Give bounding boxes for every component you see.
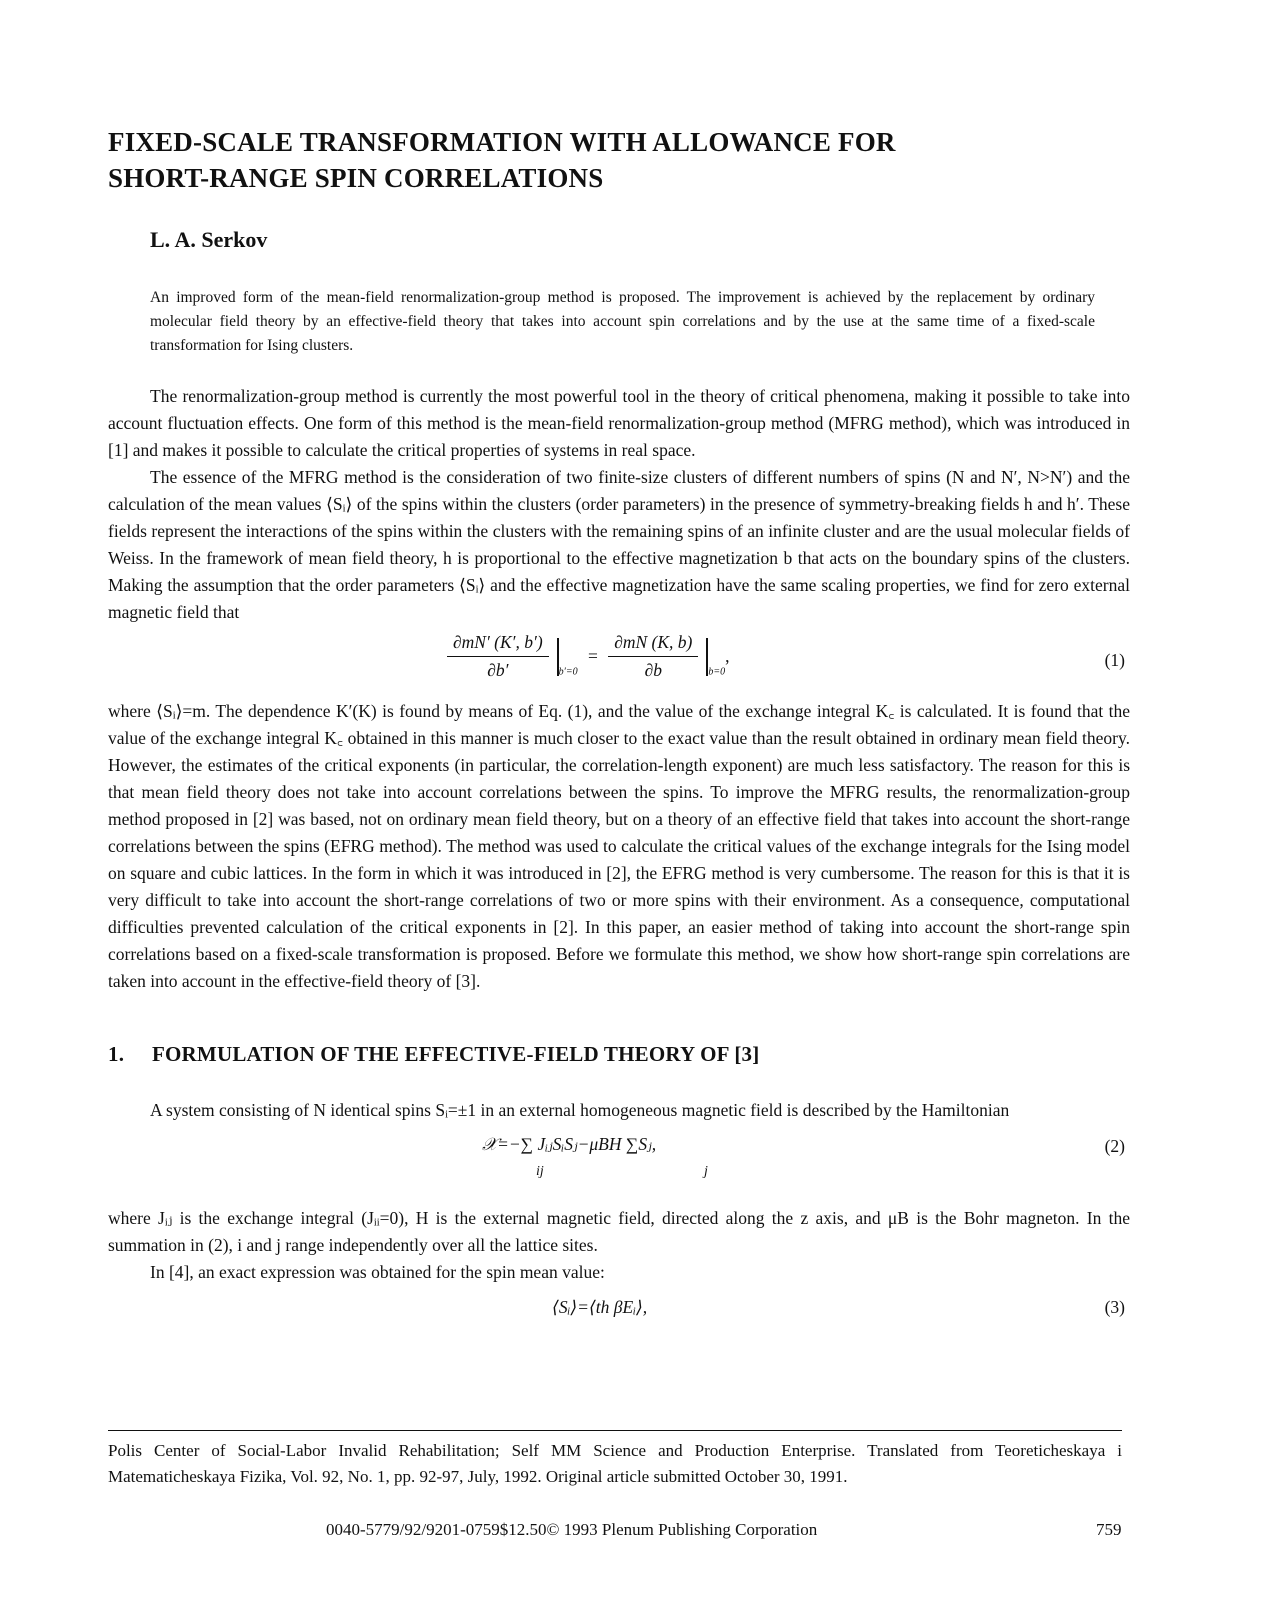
title-line-1: FIXED-SCALE TRANSFORMATION WITH ALLOWANCE FOR xyxy=(108,127,896,157)
footnote-divider xyxy=(108,1430,1122,1431)
eq1-rhs-denominator: ∂b xyxy=(644,660,662,680)
intro-paragraph-1: The renormalization-group method is currently the most powerful tool in the theory of critical phenomena, making it possible to take into account fluctuation effects. One form of this method is the mean-field renormalization-group method (MFRG method), which was introduced in [1] and makes it possible to calculate the critical properties of systems in real space. xyxy=(108,386,1130,460)
eq1-lhs-eval: b′=0 xyxy=(558,666,578,678)
copyright-line: 0040-5779/92/9201-0759$12.50© 1993 Plenum Publishing Corporation xyxy=(326,1520,818,1539)
section-1-paragraph-3: In [4], an exact expression was obtained for the spin mean value: xyxy=(150,1262,605,1282)
eq1-lhs-numerator: ∂mN′ (K′, b′) xyxy=(447,632,549,657)
page-number: 759 xyxy=(1096,1520,1122,1539)
section-1-block-2 xyxy=(108,1205,1130,1286)
footnote: Polis Center of Social-Labor Invalid Rehabilitation; Self MM Science and Production Enterprise. Translated from Teoreticheskaya i Matematicheskaya Fizika, Vol. 92, No. 1, pp. 92-97, July, 1992. Original article submitted October 30, 1991. xyxy=(108,1441,1122,1486)
abstract: An improved form of the mean-field renormalization-group method is proposed. The improvement is achieved by the replacement by ordinary molecular field theory by an effective-field theory that takes into account spin correlations and by the use at the same time of a fixed-scale transformation for Ising clusters. xyxy=(150,289,1095,354)
equation-1-body xyxy=(447,632,730,681)
author-name: L. A. Serkov xyxy=(150,227,268,252)
intro-paragraph-2: The essence of the MFRG method is the consideration of two finite-size clusters of different numbers of spins (N and N′, N>N′) and the calculation of the mean values ⟨Sᵢ⟩ of the spins within the clusters (order parameters) in the presence of symmetry-breaking fields h and h′. These fields represent the interactions of the spins within the clusters with the remaining spins of an infinite cluster and are the usual molecular fields of Weiss. In the framework of mean field theory, h is proportional to the effective magnetization b that acts on the boundary spins of the clusters. Making the assumption that the order parameters ⟨Sᵢ⟩ and the effective magnetization have the same scaling properties, we find for zero external magnetic field that xyxy=(108,467,1130,622)
eq2-sum1-index: ij xyxy=(536,1164,544,1179)
section-1-block-1 xyxy=(108,1097,1130,1124)
eq1-equals: = xyxy=(587,646,598,666)
eq1-tail: , xyxy=(725,646,730,666)
equation-3-number: (3) xyxy=(1104,1297,1125,1317)
section-1-title: FORMULATION OF THE EFFECTIVE-FIELD THEORY OF [3] xyxy=(152,1042,760,1066)
eq1-lhs-fraction xyxy=(447,632,549,681)
eq1-rhs-numerator: ∂mN (K, b) xyxy=(608,632,698,657)
intro-block-1 xyxy=(108,383,1130,626)
eq1-rhs-eval: b=0 xyxy=(708,666,726,678)
equation-1-number: (1) xyxy=(1104,650,1125,670)
equation-2-number: (2) xyxy=(1104,1136,1125,1156)
section-1-number: 1. xyxy=(108,1042,125,1066)
paper-title xyxy=(108,124,1148,196)
equation-2-body: 𝒳=−∑ JᵢⱼSᵢSⱼ−μBH ∑Sⱼ, xyxy=(482,1134,657,1154)
section-1-paragraph-1: A system consisting of N identical spins Sᵢ=±1 in an external homogeneous magnetic field is described by the Hamiltonian xyxy=(150,1100,1010,1120)
eq2-sum2-index: j xyxy=(704,1164,708,1179)
title-line-2: SHORT-RANGE SPIN CORRELATIONS xyxy=(108,163,604,193)
intro-paragraph-3: where ⟨Sᵢ⟩=m. The dependence K′(K) is found by means of Eq. (1), and the value of the exchange integral K꜀ is calculated. It is found that the value of the exchange integral K꜀ obtained in this manner is much closer to the exact value than the result obtained in ordinary mean field theory. However, the estimates of the critical exponents (in particular, the correlation-length exponent) are much less satisfactory. The reason for this is that mean field theory does not take into account correlations between the spins. To improve the MFRG results, the renormalization-group method proposed in [2] was based, not on ordinary mean field theory, but on a theory of an effective field that takes into account the short-range correlations between the spins (EFRG method). The method was used to calculate the critical values of the exchange integrals for the Ising model on square and cubic lattices. In the form in which it was introduced in [2], the EFRG method is very cumbersome. The reason for this is that it is very difficult to take into account the short-range correlations of two or more spins with their environment. As a consequence, computational difficulties prevented calculation of the critical exponents in [2]. In this paper, an easier method of taking into account the short-range spin correlations based on a fixed-scale transformation is proposed. Before we formulate this method, we show how short-range spin correlations are taken into account in the effective-field theory of [3]. xyxy=(108,701,1130,991)
intro-block-2 xyxy=(108,698,1130,995)
section-1-paragraph-2: where Jᵢⱼ is the exchange integral (Jᵢᵢ=0), H is the external magnetic field, directed along the z axis, and μB is the Bohr magneton. In the summation in (2), i and j range independently over all the lattice sites. xyxy=(108,1208,1130,1255)
equation-3-body: ⟨Sᵢ⟩=⟨th βEᵢ⟩, xyxy=(552,1297,648,1317)
eq1-rhs-fraction xyxy=(608,632,698,681)
eq1-lhs-denominator: ∂b′ xyxy=(487,660,509,680)
section-1-heading xyxy=(108,1042,759,1067)
